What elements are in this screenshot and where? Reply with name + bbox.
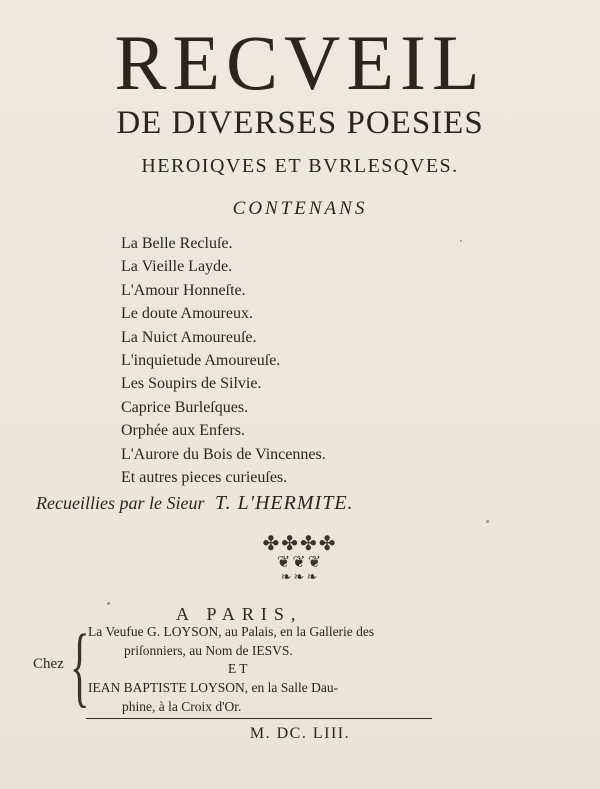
contents-item: La Vieille Layde.: [121, 258, 233, 276]
book-title: RECVEIL: [114, 19, 486, 106]
printer-ornament-row2: ❦❦❦: [276, 552, 324, 571]
contents-item: Les Soupirs de Silvie.: [121, 375, 262, 393]
imprint-line-3: ET: [228, 661, 251, 676]
contents-item: La Nuict Amoureuſe.: [121, 328, 257, 346]
imprint-chez: Chez: [33, 656, 64, 672]
paper-speck: [107, 602, 110, 605]
book-subtitle-2: HEROIQVES ET BVRLESQVES.: [141, 155, 459, 177]
imprint-line-5: phine, à la Croix d'Or.: [122, 699, 242, 714]
printer-ornament-row1: ✤✤✤✤: [262, 531, 338, 555]
contents-item: Le doute Amoureux.: [121, 305, 253, 323]
book-subtitle: DE DIVERSES POESIES: [116, 105, 484, 141]
collector-line: [36, 492, 354, 515]
publication-date: M. DC. LIII.: [249, 725, 351, 742]
imprint-brace: {: [70, 617, 90, 716]
imprint-line-1: La Veufue G. LOYSON, au Palais, en la Gallerie des: [88, 624, 375, 639]
imprint-city: A PARIS,: [176, 604, 303, 624]
imprint-rule: [86, 718, 432, 719]
imprint-line-4: IEAN BAPTISTE LOYSON, en la Salle Dau-: [88, 680, 339, 695]
contents-item: Orphée aux Enfers.: [121, 422, 245, 440]
contents-item: L'Aurore du Bois de Vincennes.: [121, 445, 326, 463]
paper-speck: [486, 520, 489, 523]
contents-heading: CONTENANS: [232, 198, 368, 219]
contents-item: L'Amour Honneſte.: [121, 281, 246, 299]
paper-speck: [460, 240, 462, 242]
contents-item: La Belle Recluſe.: [121, 235, 233, 252]
printer-ornament-row3: ❧❧❧: [280, 570, 320, 585]
contents-item: L'inquietude Amoureuſe.: [121, 352, 281, 370]
imprint-line-2: priſonniers, au Nom de IESVS.: [124, 643, 293, 658]
contents-item: Et autres pieces curieuſes.: [121, 469, 288, 487]
contents-list: [121, 232, 326, 489]
collector-name: T. L'HERMITE.: [214, 492, 354, 514]
contents-item: Caprice Burleſques.: [121, 398, 249, 416]
collector-prefix: Recueillies par le Sieur: [36, 493, 205, 513]
